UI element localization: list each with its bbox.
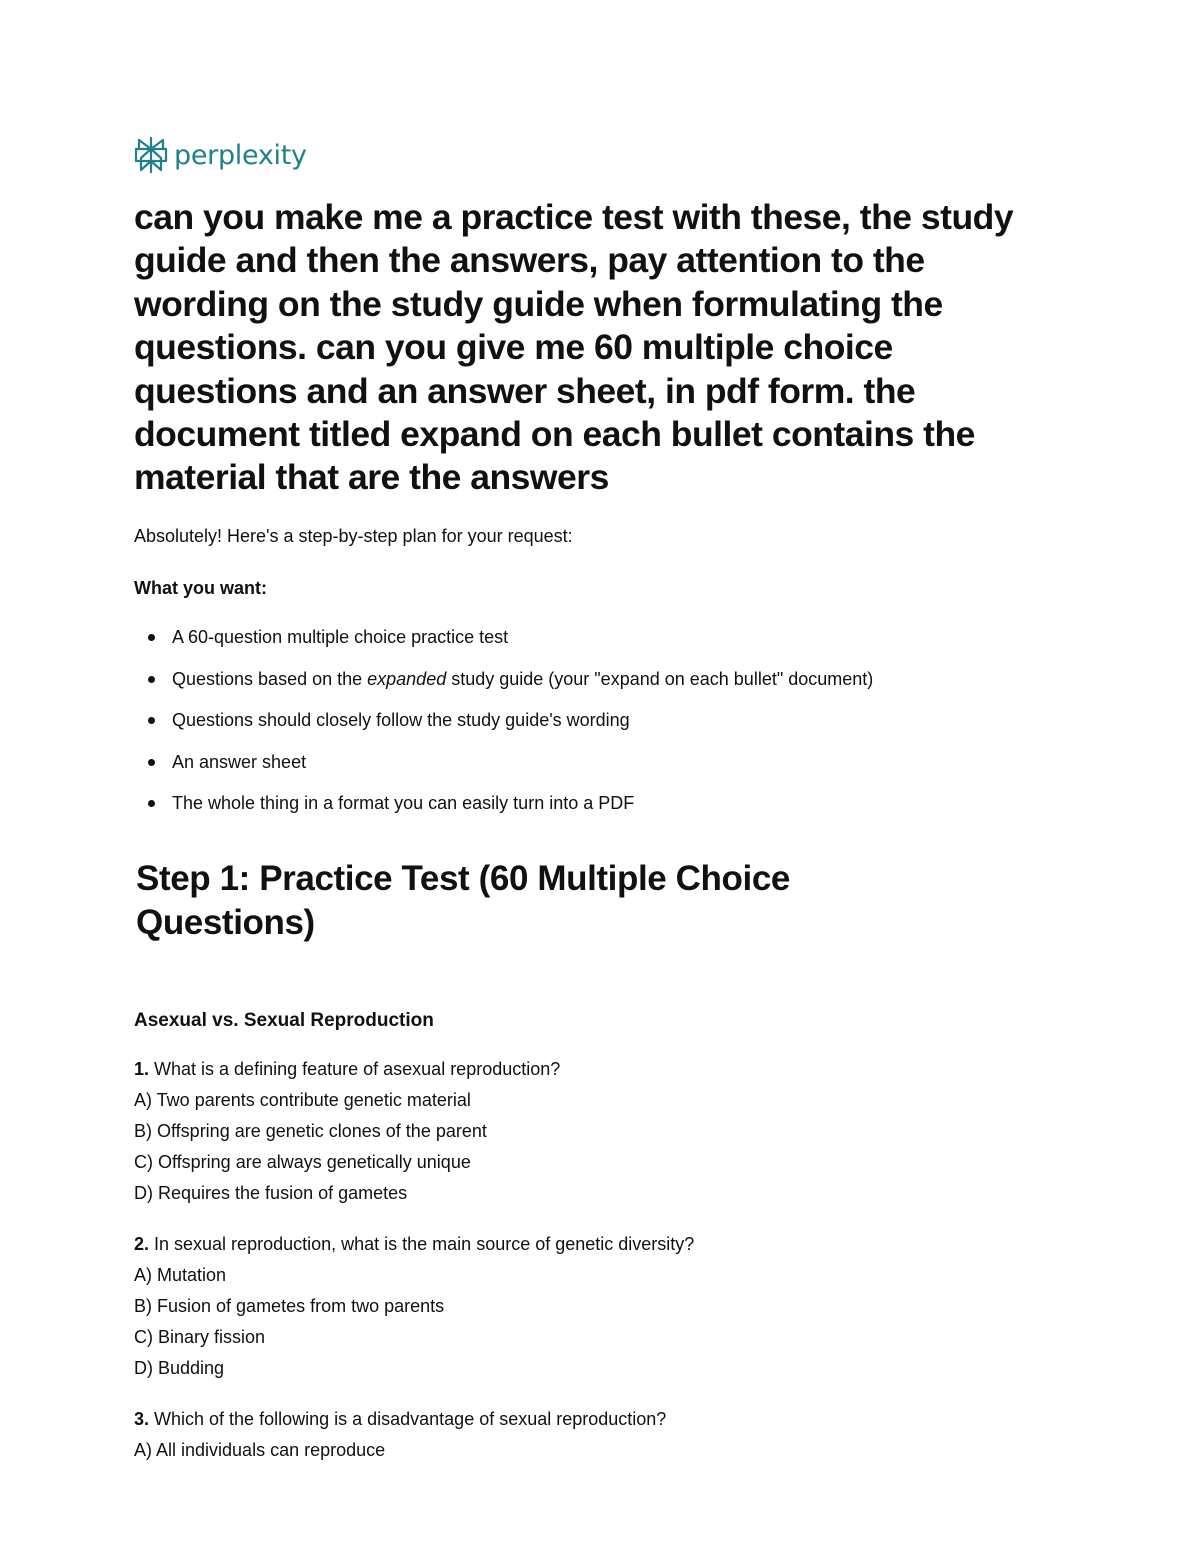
list-item (134, 789, 873, 831)
list-item (134, 665, 873, 707)
question-prompt: Which of the following is a disadvantage of sexual reproduction? (149, 1409, 667, 1429)
list-item (134, 706, 873, 748)
question-text (134, 1229, 1064, 1260)
question-text (134, 1404, 1064, 1435)
bullet-dot (148, 676, 155, 683)
answer-option: A) Two parents contribute genetic material (134, 1090, 471, 1110)
what-you-want-heading: What you want: (134, 578, 267, 598)
question-prompt: What is a defining feature of asexual reproduction? (149, 1059, 561, 1079)
list-item-text: Questions based on the (172, 668, 368, 689)
brand-logo (134, 136, 307, 174)
list-item-text: An answer sheet (172, 751, 307, 772)
bullet-dot (148, 717, 155, 724)
question-block (134, 1054, 1064, 1209)
list-item-text: Questions should closely follow the study guide's wording (172, 710, 630, 730)
user-question-title: can you make me a practice test with these, the study guide and then the answers, pay attention to the wording on the study guide when formulating the questions. can you give me 60 multiple choice questions and an answer sheet, in pdf form. the document titled expand on each bullet contains the material that are the answers (134, 197, 1014, 498)
perplexity-logo-icon (134, 136, 168, 174)
question-number: 3. (134, 1409, 150, 1429)
list-item-text: The whole thing in a format you can easily turn into a PDF (172, 793, 635, 813)
answer-option: A) All individuals can reproduce (134, 1440, 386, 1460)
answer-option: C) Offspring are always genetically unique (134, 1152, 471, 1172)
question-number: 2. (134, 1234, 150, 1254)
answer-option: C) Binary fission (134, 1327, 266, 1347)
list-item (134, 623, 873, 665)
quiz-questions (134, 1054, 1064, 1486)
question-text (134, 1054, 1064, 1085)
list-item (134, 748, 873, 790)
list-item-emphasis: expanded (367, 668, 447, 689)
answer-option: B) Fusion of gametes from two parents (134, 1296, 445, 1316)
answer-option: D) Requires the fusion of gametes (134, 1183, 408, 1203)
section-heading: Asexual vs. Sexual Reproduction (134, 1010, 434, 1031)
list-item-text: study guide (your "expand on each bullet" document) (446, 668, 874, 689)
answer-option: B) Offspring are genetic clones of the parent (134, 1121, 487, 1141)
brand-name: perplexity (174, 139, 307, 171)
bullet-dot (148, 759, 155, 766)
list-item-text: A 60-question multiple choice practice test (172, 627, 509, 647)
answer-option: A) Mutation (134, 1265, 227, 1285)
bullet-dot (148, 634, 155, 641)
step-heading: Step 1: Practice Test (60 Multiple Choice Questions) (136, 859, 790, 942)
bullet-dot (148, 800, 155, 807)
answer-intro: Absolutely! Here's a step-by-step plan for your request: (134, 526, 573, 546)
question-block (134, 1229, 1064, 1384)
question-number: 1. (134, 1059, 150, 1079)
want-list (134, 623, 873, 831)
question-block (134, 1404, 1064, 1466)
question-prompt: In sexual reproduction, what is the main source of genetic diversity? (149, 1234, 695, 1254)
answer-option: D) Budding (134, 1358, 225, 1378)
